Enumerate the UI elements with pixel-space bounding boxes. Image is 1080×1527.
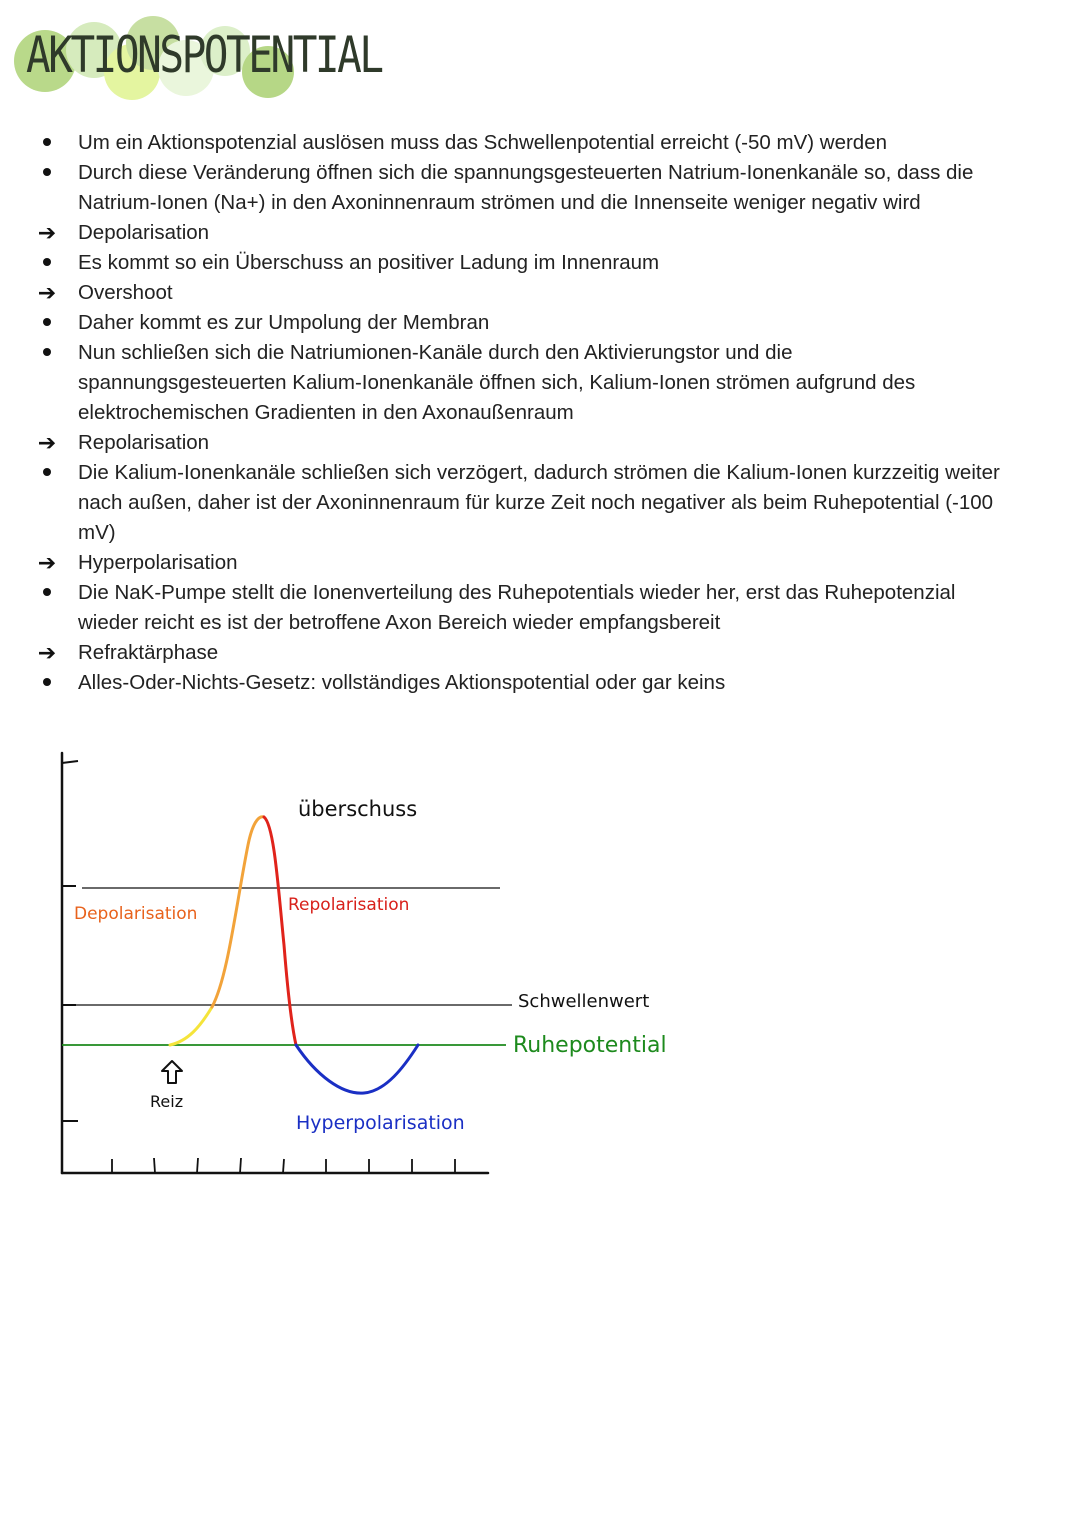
list-item [0, 548, 1080, 578]
note-text: Repolarisation [78, 431, 210, 454]
action-potential-diagram [0, 745, 760, 1195]
list-item [0, 578, 1080, 638]
resting-potential-label: Ruhepotential [513, 1033, 667, 1058]
list-item [0, 458, 1080, 548]
hyperpolarisation-curve [296, 1045, 418, 1093]
threshold-label: Schwellenwert [518, 991, 650, 1012]
list-item [0, 338, 1080, 428]
note-text: Alles-Oder-Nichts-Gesetz: vollständiges Aktionspotential oder gar keins [78, 671, 726, 694]
y-tick [62, 761, 78, 763]
list-item [0, 158, 1080, 218]
bullet-marker [36, 458, 58, 488]
list-item [0, 308, 1080, 338]
list-item [0, 218, 1080, 248]
list-item [0, 638, 1080, 668]
arrow-right-icon: ➔ [37, 640, 57, 665]
note-text: Um ein Aktionspotenzial auslösen muss das Schwellenpotential erreicht (-50 mV) werden [78, 131, 888, 154]
page-title: AKTIONSPOTENTIAL [26, 26, 382, 84]
depolarisation-curve-upper [212, 817, 264, 1007]
note-text: Es kommt so ein Überschuss an positiver Ladung im Innenraum [78, 251, 660, 274]
x-tick [240, 1158, 241, 1173]
list-item [0, 428, 1080, 458]
note-text: Die NaK-Pumpe stellt die Ionenverteilung des Ruhepotentials wieder her, erst das Ruhepotenzial wieder reicht es ist der betroffene Axon Bereich wieder empfangsbereit [78, 581, 956, 634]
stimulus-arrow-icon [162, 1061, 182, 1083]
repolarisation-label: Repolarisation [288, 895, 410, 915]
x-tick [154, 1158, 155, 1173]
diagram-canvas [0, 745, 760, 1195]
x-tick [283, 1159, 284, 1173]
stimulus-label: Reiz [150, 1092, 184, 1111]
overshoot-label: überschuss [298, 797, 418, 821]
list-item [0, 278, 1080, 308]
arrow-right-icon: ➔ [37, 430, 57, 455]
arrow-right-icon: ➔ [37, 550, 57, 575]
bullet-marker [36, 128, 58, 158]
note-text: Die Kalium-Ionenkanäle schließen sich verzögert, dadurch strömen die Kalium-Ionen kurzzeitig weiter nach außen, daher ist der Axoninnenraum für kurze Zeit noch negativer als beim Ruhepotential (-100 mV) [78, 461, 1000, 544]
list-item [0, 128, 1080, 158]
bullet-marker [36, 578, 58, 608]
bullet-marker [36, 248, 58, 278]
depolarisation-curve-lower [170, 1007, 212, 1045]
note-text: Nun schließen sich die Natriumionen-Kanäle durch den Aktivierungstor und die spannungsgesteuerten Kalium-Ionenkanäle öffnen sich, Kalium-Ionen strömen aufgrund des elektrochemischen Gradienten in den Axonaußenraum [78, 341, 916, 424]
note-text: Hyperpolarisation [78, 551, 238, 574]
note-text: Overshoot [78, 281, 173, 304]
note-text: Daher kommt es zur Umpolung der Membran [78, 311, 490, 334]
note-text: Durch diese Veränderung öffnen sich die spannungsgesteuerten Natrium-Ionenkanäle so, dass die Natrium-Ionen (Na+) in den Axoninnenraum strömen und die Innenseite weniger negativ wird [78, 161, 974, 214]
bullet-marker [36, 668, 58, 698]
note-text: Depolarisation [78, 221, 210, 244]
arrow-right-icon: ➔ [37, 220, 57, 245]
bullet-marker [36, 308, 58, 338]
notes-list [0, 128, 1080, 698]
hyperpolarisation-label: Hyperpolarisation [296, 1112, 465, 1134]
title-block [0, 0, 420, 110]
list-item [0, 248, 1080, 278]
depolarisation-label: Depolarisation [74, 904, 198, 924]
bullet-marker [36, 338, 58, 368]
note-text: Refraktärphase [78, 641, 219, 664]
arrow-right-icon: ➔ [37, 280, 57, 305]
bullet-marker [36, 158, 58, 188]
repolarisation-curve [264, 817, 296, 1045]
list-item [0, 668, 1080, 698]
x-tick [197, 1158, 198, 1173]
